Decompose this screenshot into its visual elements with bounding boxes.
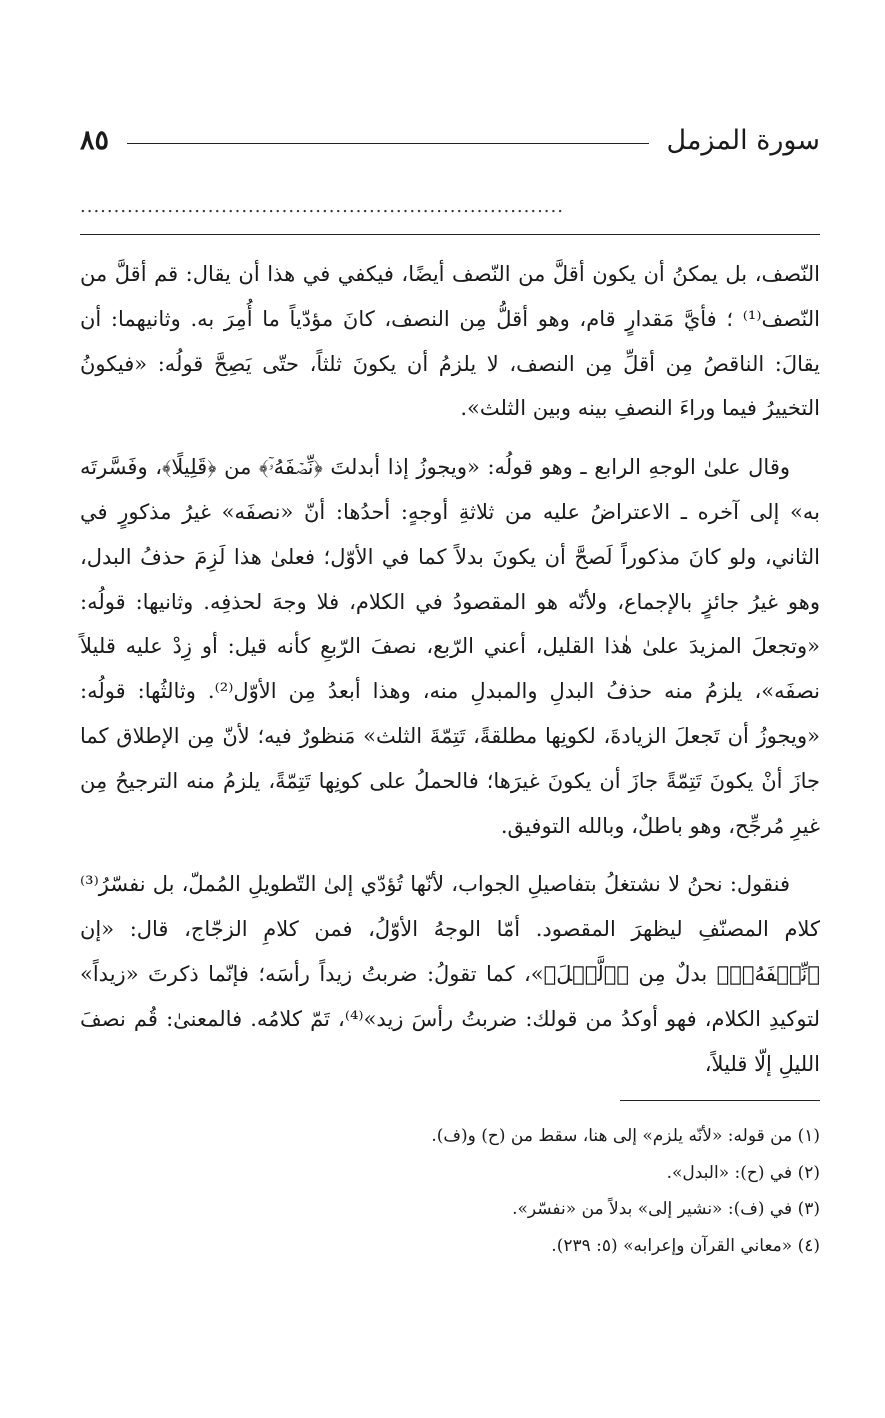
dotted-separator: ........................................................................	[80, 196, 564, 216]
page-header	[80, 118, 820, 162]
footnote-3: (٣) في (ف): «نشير إلى» بدلاً من «نفسّر».	[512, 1199, 820, 1219]
surah-title: سورة المزمل	[666, 124, 820, 156]
footnote-4: (٤) «معاني القرآن وإعرابه» (٥: ٢٣٩).	[551, 1235, 820, 1256]
page-number: ٨٥	[80, 124, 110, 156]
main-text	[80, 252, 820, 1086]
top-rule	[80, 234, 820, 235]
paragraph-2: وقال علىٰ الوجهِ الرابع ـ وهو قولُه: «ويجوزُ إذا أبدلتَ ﴿نِّصۡفَهُۥٓ﴾ من ﴿قَلِيلًا﴾، وفَسَّرتَه به» إلى آخره ـ الاعتراضُ عليه من ثلاثةِ أوجهٍ: أحدُها: أنّ «نصفَه» غيرُ مذكورٍ في الثاني، ولو كانَ مذكوراً لَصحَّ أن يكونَ بدلاً كما في الأوّل؛ فعلىٰ هذا لَزِمَ حذفُ البدل، وهو غيرُ جائزٍ بالإجماع، ولأنّه هو المقصودُ في الكلام، فلا وجهَ لحذفِه. وثانيها: قولُه: «وتجعلَ المزيدَ علىٰ هٰذا القليل، أعني الرّبع، نصفَ الرّبعِ كأنه قيل: أو زِدْ عليه قليلاً نصفَه»، يلزمُ منه حذفُ البدلِ والمبدلِ منه، وهذا أبعدُ مِن الأوّل⁽²⁾. وثالثُها: قولُه: «ويجوزُ أن تَجعلَ الزيادةَ، لكونِها مطلقةً، تَتِمّةَ الثلث» مَنظورٌ فيه؛ لأنّ مِن الإطلاق كما جازَ أنْ يكونَ تَتِمّةً جازَ أن يكونَ غيرَها؛ فالحملُ على كونِها تَتِمّةً، يلزمُ منه الترجيحُ مِن غيرِ مُرجِّح، وهو باطلٌ، وبالله التوفيق.	[80, 455, 821, 838]
footnote-1: (١) من قوله: «لأنّه يلزم» إلى هنا، سقط من (ح) و(ف).	[431, 1126, 820, 1146]
paragraph-1: النّصف، بل يمكنُ أن يكون أقلَّ من النّصف أيضًا، فيكفي في هذا أن يقال: قم أقلَّ من النّصف⁽¹⁾ ؛ فأيَّ مَقدارٍ قام، وهو أقلُّ مِن النصف، كانَ مؤدّياً ما أُمِرَ به. وثانيهما: أن يقالَ: الناقصُ مِن أقلِّ مِن النصف، لا يلزمُ أن يكونَ ثلثاً، حتّى يَصِحَّ قولُه: «فيكونُ التخييرُ فيما وراءَ النصفِ بينه وبين الثلث».	[80, 262, 820, 421]
header-rule	[127, 143, 649, 144]
paragraph-3: فنقول: نحنُ لا نشتغلُ بتفاصيلِ الجواب، لأنّها تُؤدّي إلىٰ التّطويلِ المُملّ، بل نفسّرُ⁽³⁾ كلام المصنّفِ ليظهرَ المقصود. أمّا الوجهُ الأوّلُ، فمن كلامِ الزجّاج، قال: «إن ﴿نِّصۡفَهُۥٓ﴾ بدلٌ مِن ﴿ٱلَّيۡلَ﴾»، كما تقولُ: ضربتُ زيداً رأسَه؛ فإنّما ذكرتَ «زيداً» لتوكيدِ الكلام، فهو أوكدُ من قولك: ضربتُ رأسَ زيد»⁽⁴⁾، تَمّ كلامُه. فالمعنىٰ: قُم نصفَ الليلِ إلّا قليلاً،	[80, 872, 820, 1076]
footnotes	[80, 1118, 820, 1264]
footnote-2: (٢) في (ح): «البدل».	[666, 1162, 820, 1183]
footnote-rule	[620, 1100, 820, 1101]
